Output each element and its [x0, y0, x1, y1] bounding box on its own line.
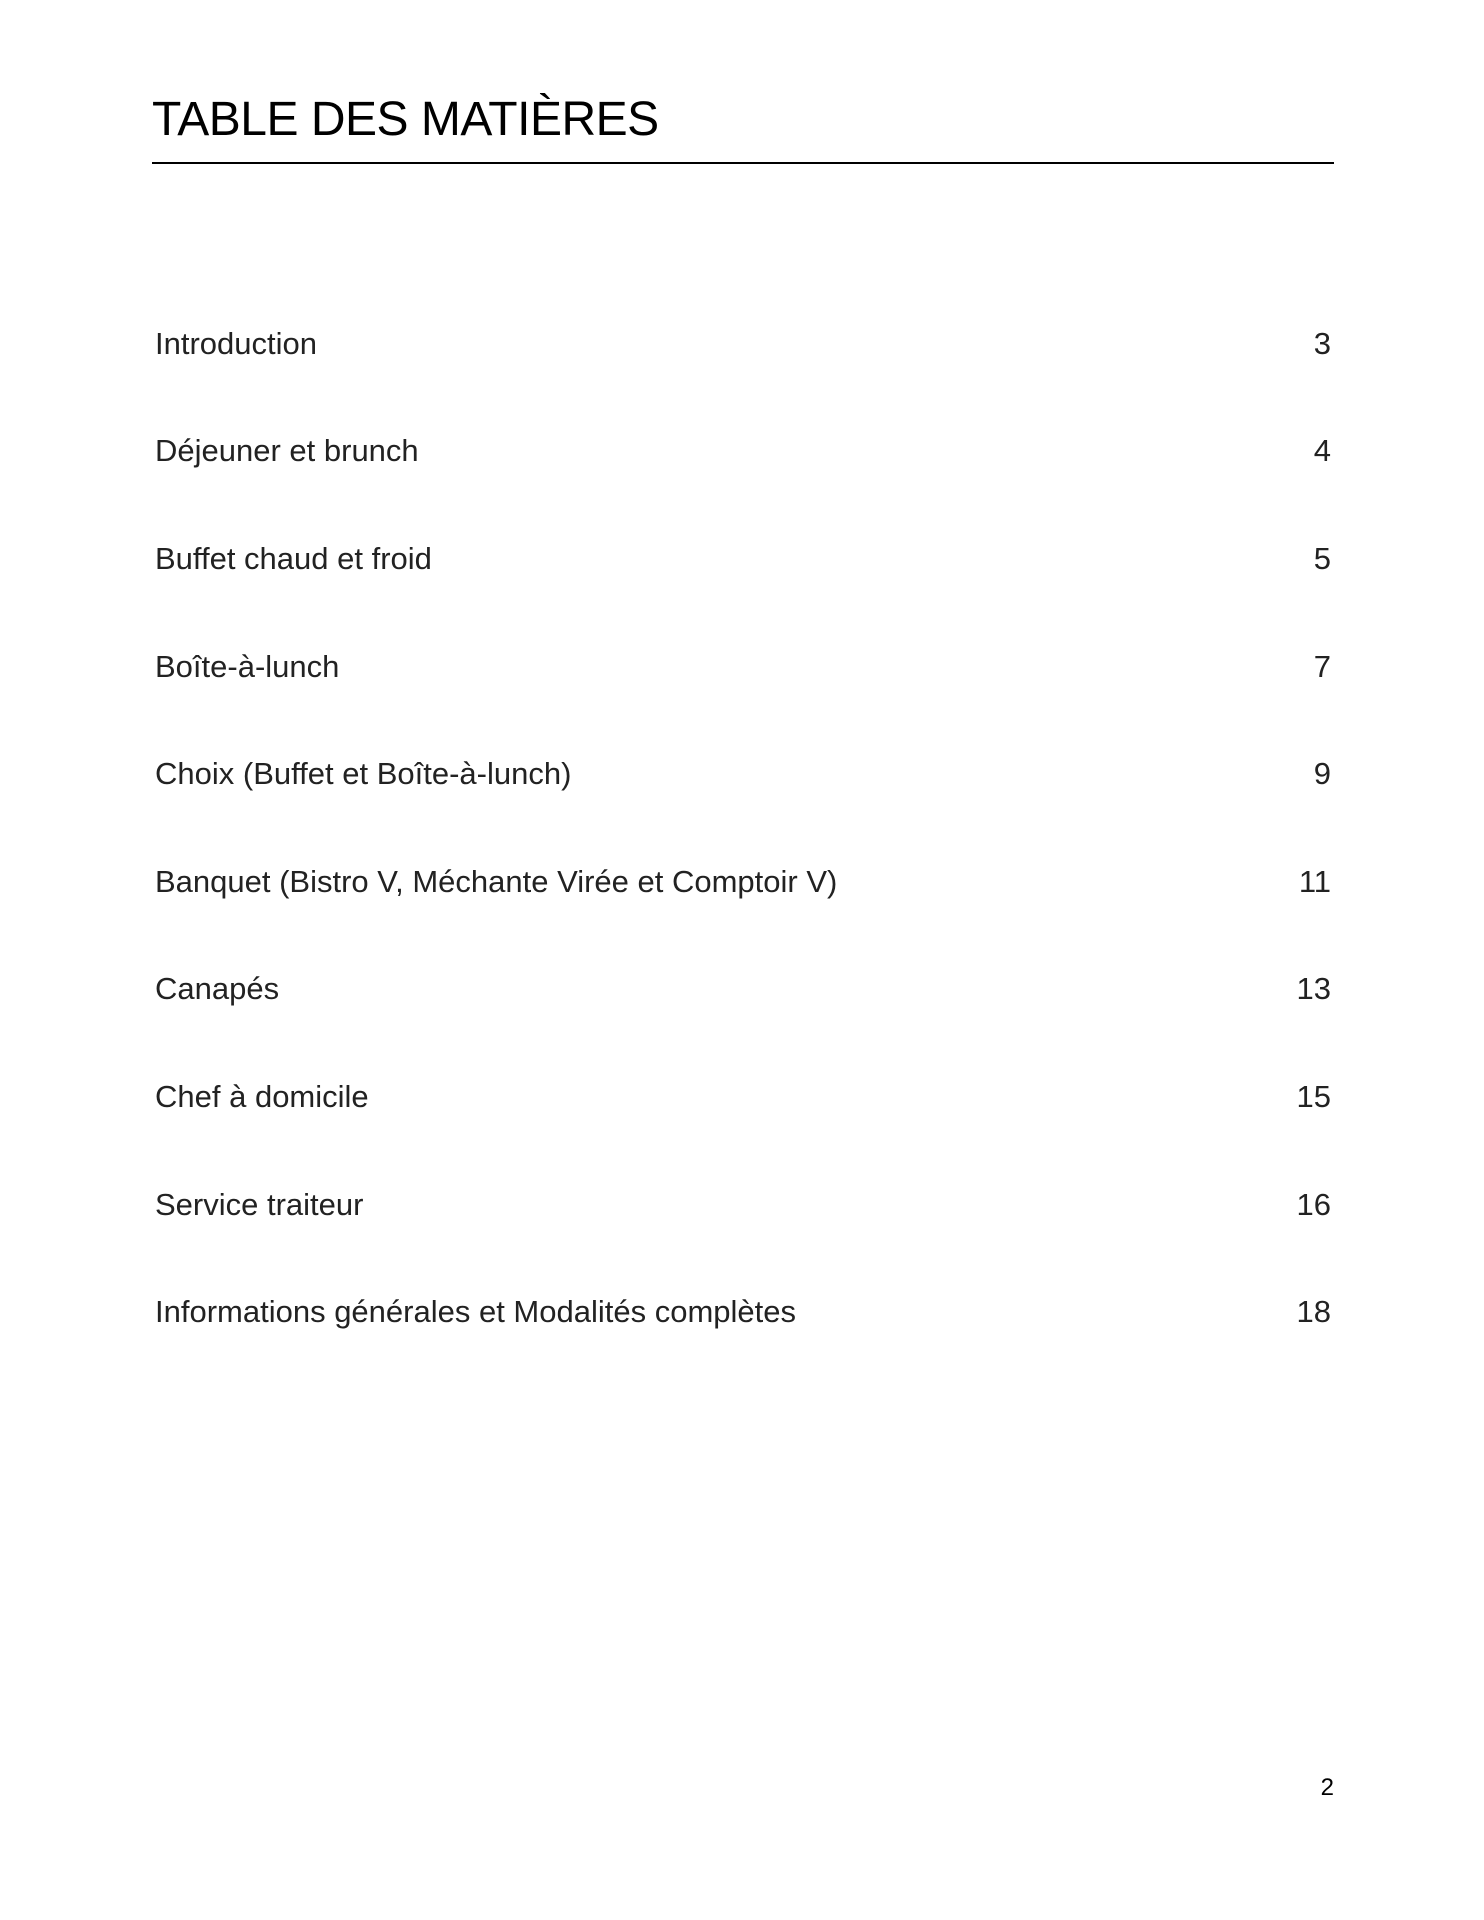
- toc-entry-buffet[interactable]: [155, 505, 1331, 613]
- toc-entry-page: 13: [1296, 971, 1331, 1007]
- toc-entry-page: 16: [1296, 1186, 1331, 1222]
- toc-entry-boite-a-lunch[interactable]: [155, 613, 1331, 721]
- title-underline: [152, 162, 1334, 164]
- toc-entry-label: Boîte-à-lunch: [155, 648, 340, 684]
- toc-entry-page: 3: [1313, 325, 1331, 361]
- page-title: TABLE DES MATIÈRES: [152, 93, 659, 146]
- toc-entry-informations-generales[interactable]: [155, 1258, 1331, 1366]
- toc-entry-page: 9: [1313, 756, 1331, 792]
- toc-entry-introduction[interactable]: [155, 290, 1331, 398]
- toc-entry-page: 18: [1296, 1294, 1331, 1330]
- toc-entry-banquet[interactable]: [155, 828, 1331, 936]
- toc-entry-label: Informations générales et Modalités complètes: [155, 1294, 796, 1330]
- toc-entry-canapes[interactable]: [155, 936, 1331, 1044]
- toc-entry-page: 15: [1296, 1078, 1331, 1114]
- toc-entry-label: Service traiteur: [155, 1186, 364, 1222]
- toc-entry-label: Canapés: [155, 971, 280, 1007]
- toc-entry-label: Chef à domicile: [155, 1078, 369, 1114]
- toc-entry-label: Déjeuner et brunch: [155, 433, 419, 469]
- table-of-contents: [155, 290, 1331, 1366]
- toc-entry-label: Banquet (Bistro V, Méchante Virée et Comptoir V): [155, 863, 838, 899]
- toc-entry-service-traiteur[interactable]: [155, 1151, 1331, 1259]
- toc-entry-choix[interactable]: [155, 720, 1331, 828]
- toc-entry-dejeuner-brunch[interactable]: [155, 398, 1331, 506]
- toc-entry-label: Choix (Buffet et Boîte-à-lunch): [155, 756, 572, 792]
- page-number: 2: [1320, 1774, 1334, 1801]
- toc-entry-chef-a-domicile[interactable]: [155, 1043, 1331, 1151]
- toc-entry-label: Introduction: [155, 325, 317, 361]
- toc-entry-label: Buffet chaud et froid: [155, 540, 432, 576]
- toc-entry-page: 7: [1313, 648, 1331, 684]
- toc-entry-page: 5: [1313, 540, 1331, 576]
- toc-entry-page: 4: [1313, 433, 1331, 469]
- toc-entry-page: 11: [1298, 863, 1331, 899]
